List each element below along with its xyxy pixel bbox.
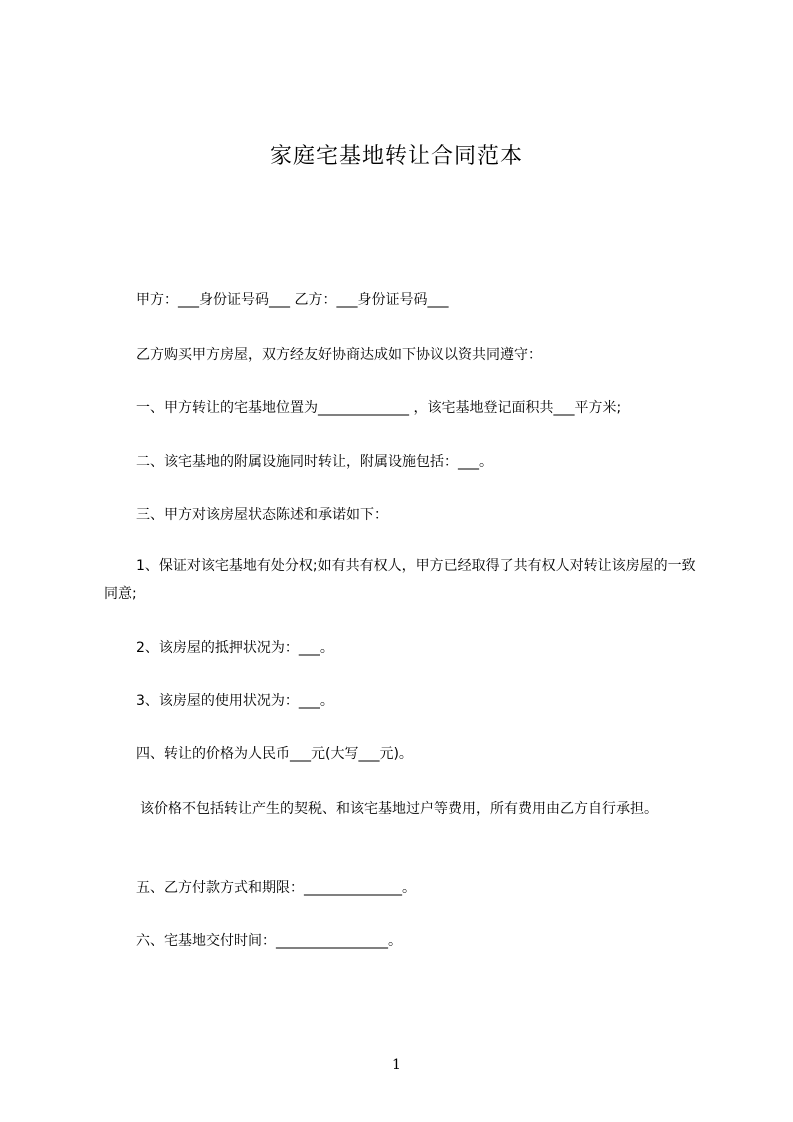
clause-3-item-1: 1、保证对该宅基地有处分权;如有共有权人，甲方已经取得了共有权人对转让该房屋的一致同意; bbox=[104, 558, 696, 602]
clause-4-note: 该价格不包括转让产生的契税、和该宅基地过户等费用，所有费用由乙方自行承担。 bbox=[140, 801, 658, 817]
clause-2: 二、该宅基地的附属设施同时转让，附属设施包括：___。 bbox=[136, 454, 493, 470]
clause-5: 五、乙方付款方式和期限：______________。 bbox=[136, 880, 416, 896]
parties-line: 甲方：___身份证号码___ 乙方：___身份证号码___ bbox=[136, 292, 449, 308]
page-number: 1 bbox=[392, 1057, 401, 1073]
document-title: 家庭宅基地转让合同范本 bbox=[269, 144, 523, 169]
clause-3: 三、甲方对该房屋状态陈述和承诺如下： bbox=[136, 507, 388, 523]
clause-3-item-2: 2、该房屋的抵押状况为：___。 bbox=[136, 640, 334, 656]
clause-1: 一、甲方转让的宅基地位置为_____________ ，该宅基地登记面积共___平方米; bbox=[136, 400, 622, 416]
clause-4: 四、转让的价格为人民币___元(大写___元)。 bbox=[136, 746, 413, 762]
clause-6: 六、宅基地交付时间：________________。 bbox=[136, 933, 402, 949]
clause-3-item-3: 3、该房屋的使用状况为：___。 bbox=[136, 693, 334, 709]
intro-line: 乙方购买甲方房屋，双方经友好协商达成如下协议以资共同遵守： bbox=[136, 347, 542, 363]
